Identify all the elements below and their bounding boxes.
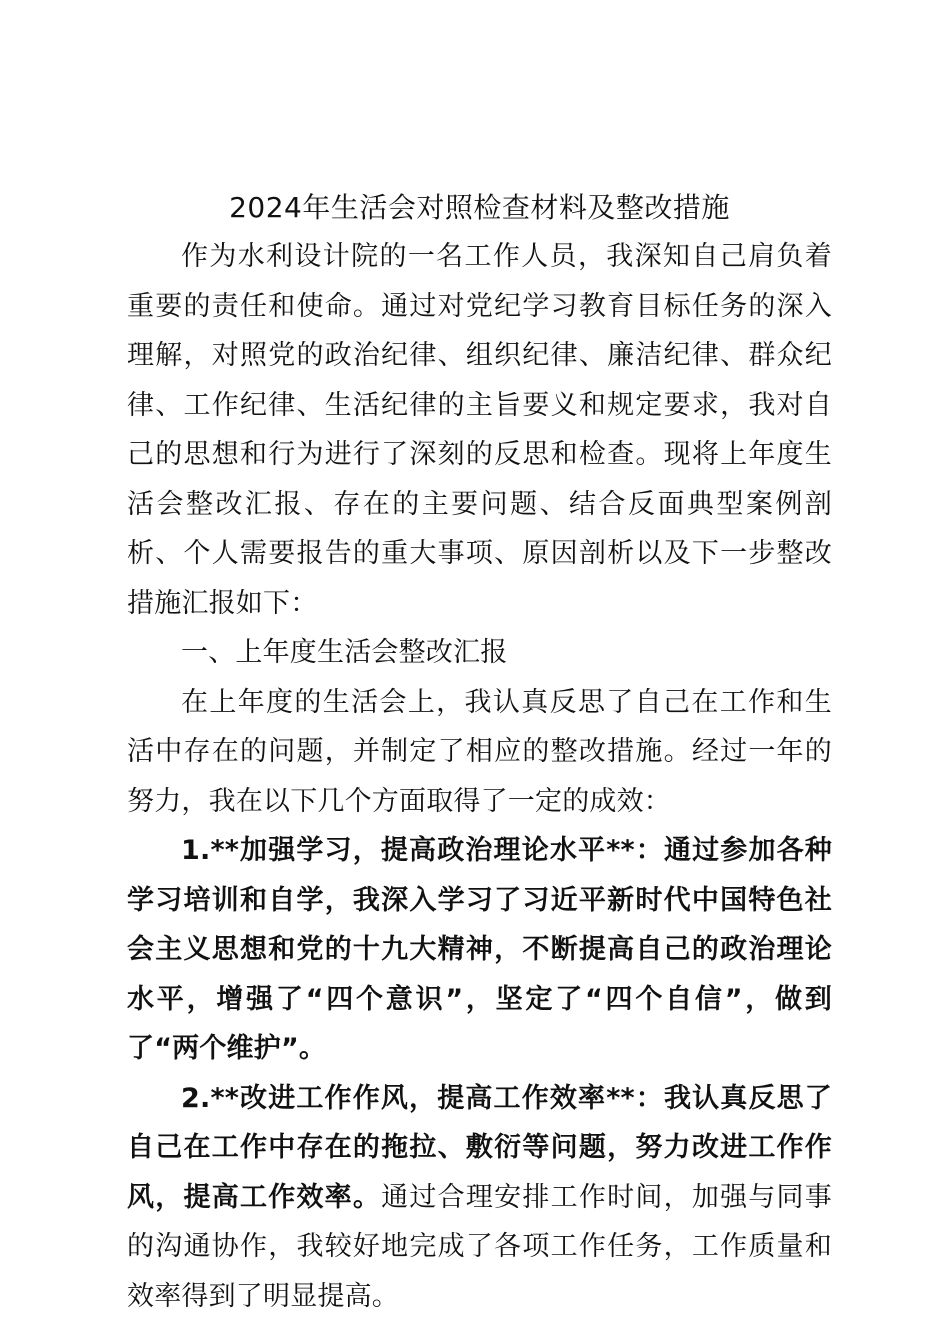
- item-2-normal-text: 通过合理安排工作时间，加强与同事的沟通协作，我较好地完成了各项工作任务，工作质量和效率得到了明显提高。: [127, 1181, 832, 1312]
- item-1-paragraph: 1.**加强学习，提高政治理论水平**：通过参加各种学习培训和自学，我深入学习了习近平新时代中国特色社会主义思想和党的十九大精神，不断提高自己的政治理论水平，增强了“四个意识”，坚定了“四个自信”，做到了“两个维护”。: [127, 835, 832, 1064]
- section-1-intro-paragraph: 在上年度的生活会上，我认真反思了自己在工作和生活中存在的问题，并制定了相应的整改措施。经过一年的努力，我在以下几个方面取得了一定的成效：: [127, 686, 832, 817]
- item-2-paragraph: [127, 1074, 832, 1322]
- intro-paragraph: 作为水利设计院的一名工作人员，我深知自己肩负着重要的责任和使命。通过对党纪学习教育目标任务的深入理解，对照党的政治纪律、组织纪律、廉洁纪律、群众纪律、工作纪律、生活纪律的主旨要义和规定要求，我对自己的思想和行为进行了深刻的反思和检查。现将上年度生活会整改汇报、存在的主要问题、结合反面典型案例剖析、个人需要报告的重大事项、原因剖析以及下一步整改措施汇报如下：: [127, 241, 832, 619]
- item-2-bold-text: 2.**改进工作作风，提高工作效率**：我认真反思了自己在工作中存在的拖拉、敷衍等问题，努力改进工作作风，提高工作效率。: [127, 1082, 832, 1213]
- document-page: [127, 183, 832, 1321]
- section-1-heading: 一、上年度生活会整改汇报: [181, 637, 508, 668]
- document-title: 2024年生活会对照检查材料及整改措施: [229, 191, 730, 224]
